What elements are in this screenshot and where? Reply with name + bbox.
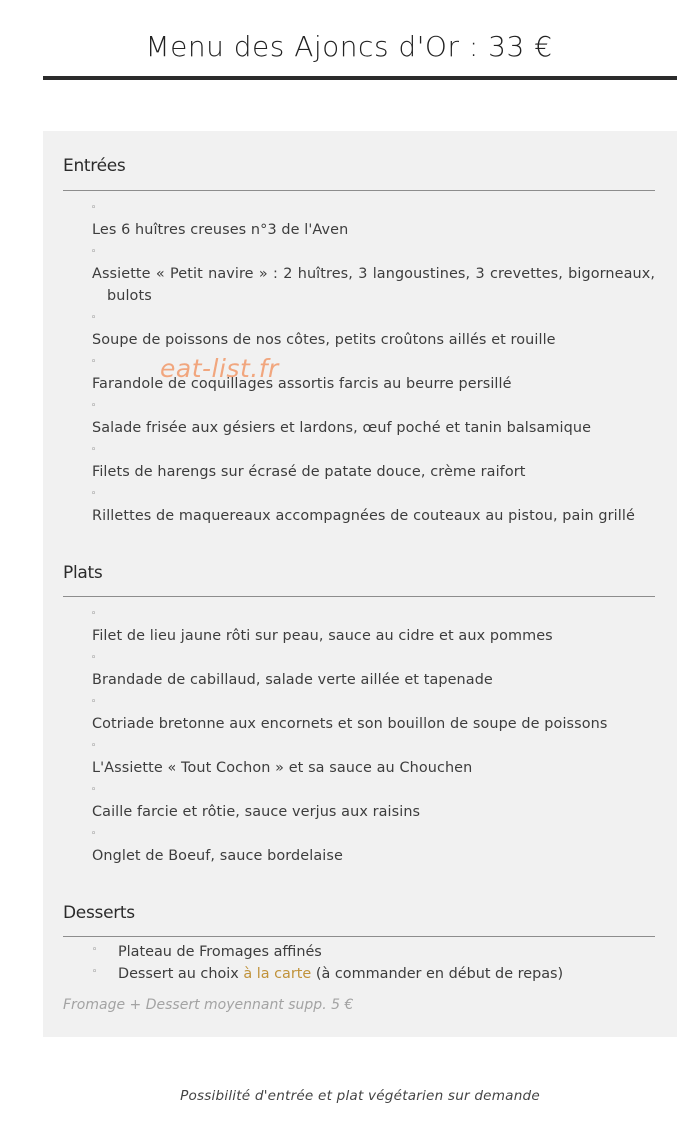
section-divider-plats: [63, 596, 655, 597]
list-bullet: ◦: [91, 401, 97, 411]
section-divider-entrees: [63, 190, 655, 191]
list-bullet: ◦: [91, 829, 97, 839]
supplement-note: Fromage + Dessert moyennant supp. 5 €: [63, 997, 354, 1013]
list-item: Salade frisée aux gésiers et lardons, œuf poché et tanin balsamique: [92, 420, 592, 436]
list-item: Rillettes de maquereaux accompagnées de couteaux au pistou, pain grillé: [92, 508, 635, 524]
list-item-text: Plateau de Fromages affinés: [118, 944, 322, 960]
menu-panel: [43, 131, 677, 1037]
list-bullet: ◦: [91, 697, 97, 707]
list-item: Farandole de coquillages assortis farcis au beurre persillé: [92, 376, 512, 392]
section-divider-desserts: [63, 936, 655, 937]
list-item: Les 6 huîtres creuses n°3 de l'Aven: [92, 222, 349, 238]
list-bullet: ◦: [91, 609, 97, 619]
section-title-entrees: Entrées: [63, 156, 126, 176]
list-item: Onglet de Boeuf, sauce bordelaise: [92, 848, 343, 864]
list-bullet: ◦: [91, 489, 97, 499]
section-title-plats: Plats: [63, 563, 103, 583]
list-item: Cotriade bretonne aux encornets et son bouillon de soupe de poissons: [92, 716, 608, 732]
list-bullet: ◦: [91, 357, 97, 367]
list-item: L'Assiette « Tout Cochon » et sa sauce au Chouchen: [92, 760, 473, 776]
watermark: eat-list.fr: [160, 354, 279, 383]
dessert-text-after: (à commander en début de repas): [311, 966, 564, 982]
vegetarian-note: Possibilité d'entrée et plat végétarien sur demande: [180, 1088, 540, 1104]
list-bullet: ◦: [91, 653, 97, 663]
list-item: Filet de lieu jaune rôti sur peau, sauce au cidre et aux pommes: [92, 628, 553, 644]
list-bullet: ◦: [91, 741, 97, 751]
a-la-carte-link[interactable]: à la carte: [243, 966, 312, 982]
page-title: Menu des Ajoncs d'Or : 33 €: [145, 30, 553, 63]
list-item: Brandade de cabillaud, salade verte aillée et tapenade: [92, 672, 493, 688]
list-item: Caille farcie et rôtie, sauce verjus aux raisins: [92, 804, 421, 820]
list-bullet: ◦: [92, 967, 98, 977]
list-item: Filets de harengs sur écrasé de patate douce, crème raifort: [92, 464, 526, 480]
list-bullet: ◦: [91, 247, 97, 257]
list-bullet: ◦: [92, 945, 98, 955]
list-item: Soupe de poissons de nos côtes, petits croûtons aillés et rouille: [92, 332, 556, 348]
list-item-line: Assiette « Petit navire » : 2 huîtres, 3 langoustines, 3 crevettes, bigorneaux,: [92, 266, 655, 282]
list-item-line: bulots: [107, 288, 152, 304]
list-item-text: [118, 966, 563, 982]
list-bullet: ◦: [91, 313, 97, 323]
list-bullet: ◦: [91, 785, 97, 795]
list-bullet: ◦: [91, 445, 97, 455]
section-title-desserts: Desserts: [63, 903, 135, 923]
dessert-text-before: Dessert au choix: [118, 966, 244, 982]
title-divider: [43, 76, 677, 80]
list-bullet: ◦: [91, 203, 97, 213]
list-item: [92, 263, 655, 307]
